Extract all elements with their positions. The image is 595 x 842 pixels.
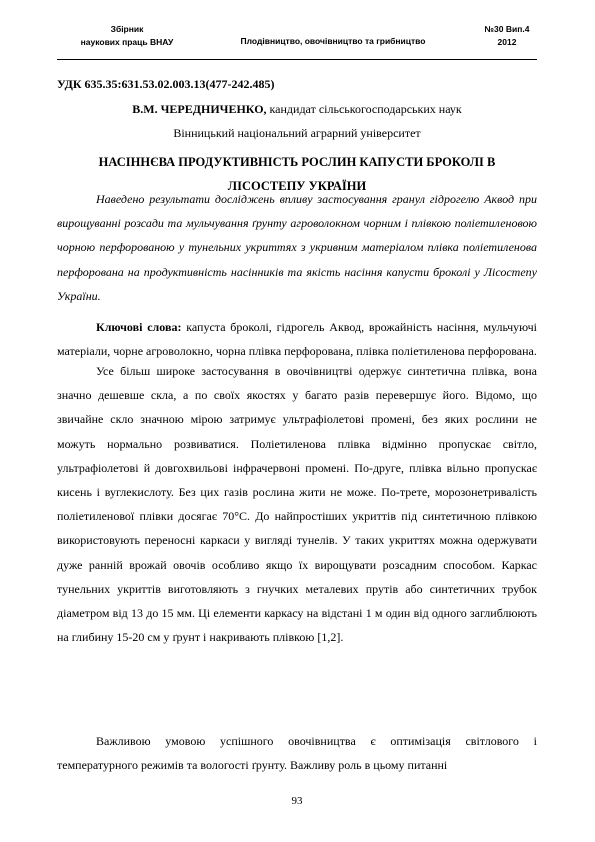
section-title: Плодівництво, овочівництво та грибництво — [240, 36, 426, 46]
body-paragraph-1: Усе більш широке застосування в овочівництві одержує синтетична плівка, вона значно дешевше скла, а по своїх якостях у багато разів перевершує його. Відомо, що звичайне скло значною мірою затримує ультрафіолетові промені, без яких рослини не можуть нормально розвиватися. Поліетиленова плівка відмінно пропускає світло, ультрафіолетові й довгохвильові інфрачервоні промені. По-друге, плівка вільно пропускає кисень і вуглекислоту. Без цих газів рослина жити не може. По-трете, морозонетривалість поліетиленової плівки досягає 70°С. До найпростіших укриттів під синтетичною плівкою використовують переносні каркаси у вигляді тунелів. У таких укриттях можна одержувати дуже ранній врожай овочів особливо якщо їх вирощувати розсадним способом. Каркас тунельних укриттів виготовляють з гнучких металевих прутів або синтетичних трубок діаметром від 13 до 15 мм. Ці елементи каркасу на відстані 1 м один від одного заглиблюють на глибину 15-20 см у ґрунт і накривають плівкою [1,2]. — [57, 364, 537, 645]
journal-name — [57, 23, 197, 49]
page-number: 93 — [291, 795, 303, 807]
keywords-text: капуста броколі, гідрогель Аквод, врожайність насіння, мульчуючі матеріали, чорне агроволокно, чорна плівка перфорована, плівка поліетиленова перфорована. — [57, 320, 537, 359]
keywords-label: Ключові слова: — [96, 320, 182, 334]
udc-code: УДК 635.35:631.53.02.003.13(477-242.485) — [57, 77, 275, 91]
running-header — [57, 21, 537, 60]
paper-title-line2: ЛІСОСТЕПУ УКРАЇНИ — [227, 179, 367, 193]
author-name: В.М. ЧЕРЕДНИЧЕНКО, — [132, 102, 267, 116]
journal-name-line2: наукових праць ВНАУ — [80, 37, 174, 47]
abstract: Наведено результати досліджень впливу застосування гранул гідрогелю Аквод при вирощуванні розсади та мульчування ґрунту агроволокном чорним і плівкою поліетиленовою чорною перфорованою у тунельних укриттях з укривним матеріалом плівка поліетиленова перфорована на продуктивність насінників та якість насіння капусти броколі у Лісостепу України. — [57, 192, 537, 303]
affiliation: Вінницький національний аграрний університет — [173, 126, 421, 140]
paper-title-line1: НАСІННЄВА ПРОДУКТИВНІСТЬ РОСЛИН КАПУСТИ БРОКОЛІ В — [98, 155, 496, 169]
body-paragraph-2: Важливою умовою успішного овочівництва є оптимізація світлового і температурного режимів та вологості ґрунту. Важливу роль в цьому питанні — [57, 734, 537, 773]
issue-year: 2012 — [497, 37, 517, 47]
journal-name-line1: Збірник — [110, 24, 144, 34]
keywords — [57, 315, 537, 363]
issue-number: №30 Вип.4 — [484, 24, 530, 34]
issue-info — [477, 23, 537, 49]
author-line — [57, 102, 537, 117]
author-degree: кандидат сільськогосподарських наук — [266, 102, 462, 116]
